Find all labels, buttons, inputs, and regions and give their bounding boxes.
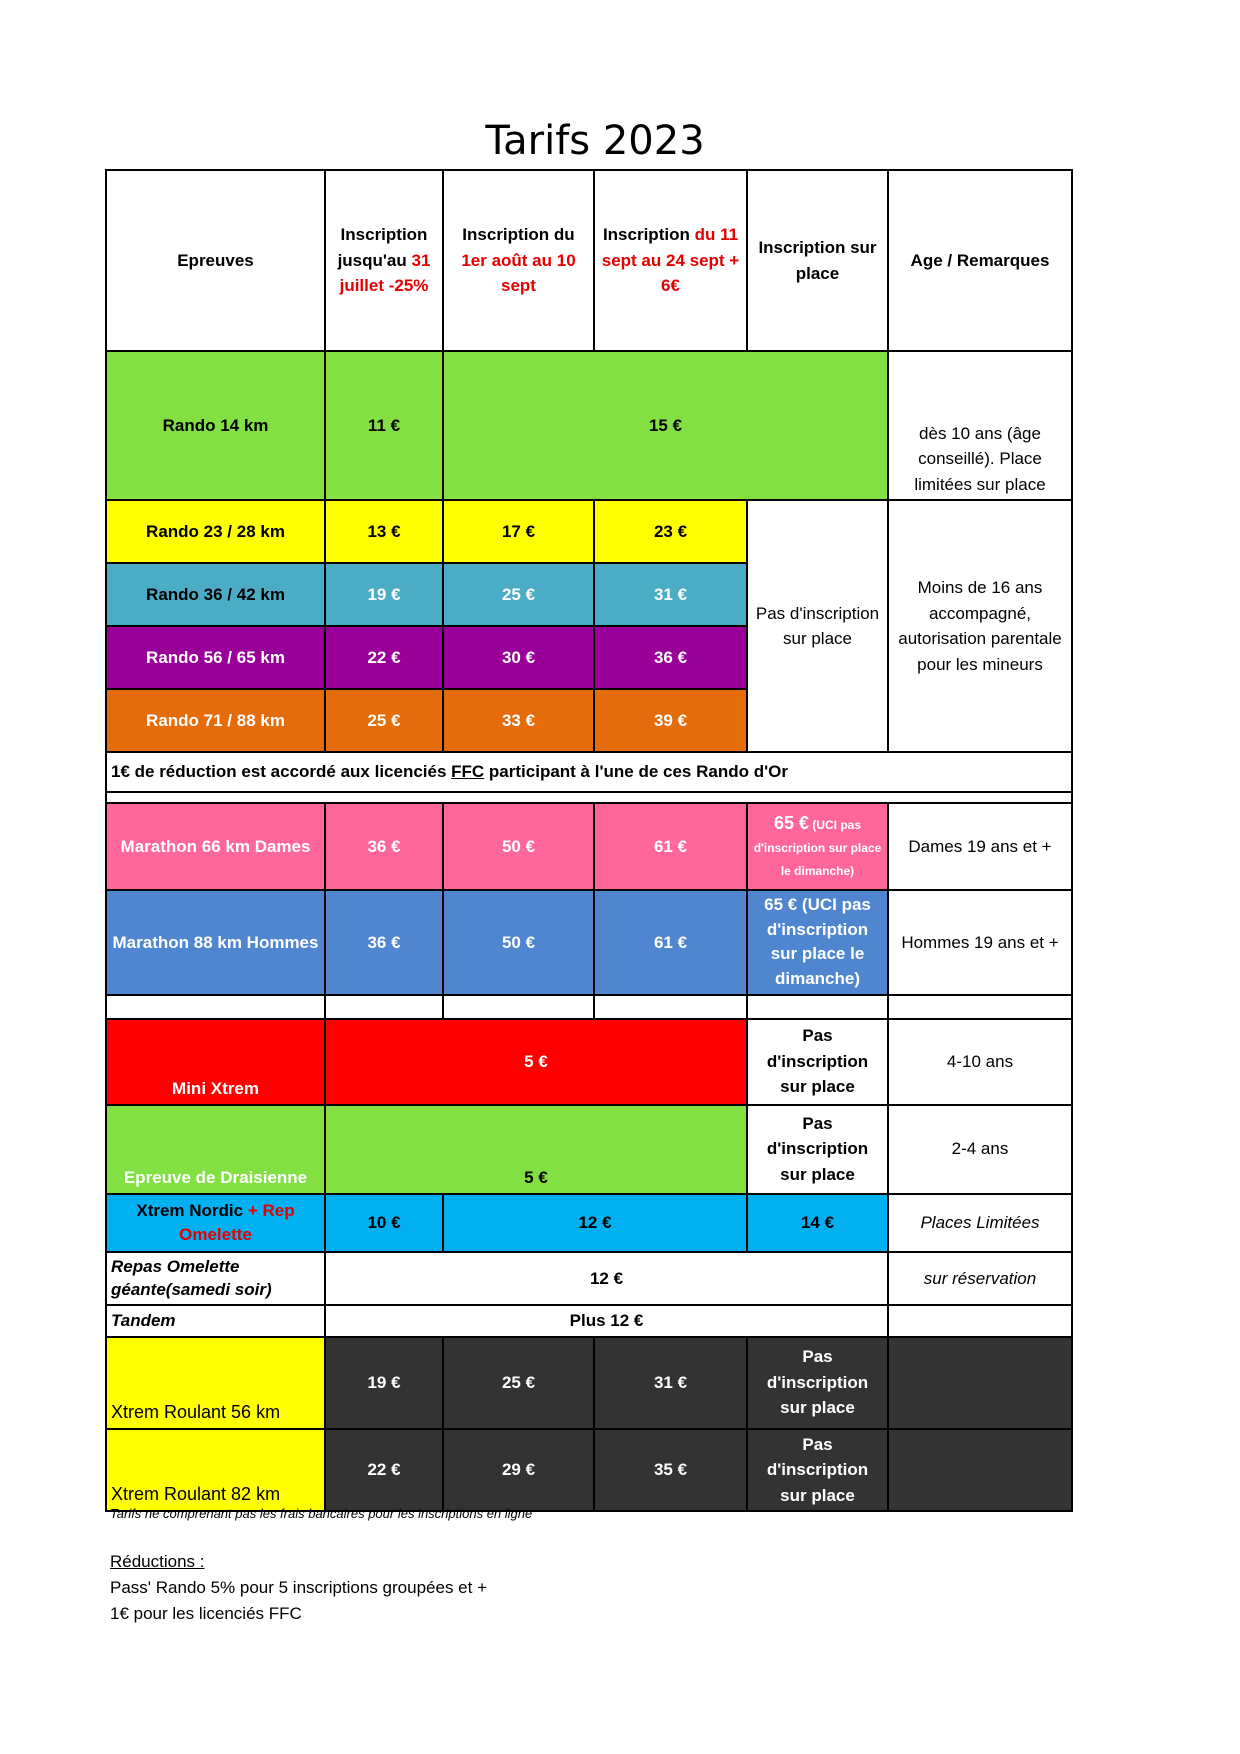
table-row [106,1105,1072,1194]
remark-cell: 2-4 ans [888,1105,1072,1194]
rando-name: Rando 23 / 28 km [106,500,325,563]
table-row [106,1194,1072,1252]
reductions-title: Réductions : [110,1552,205,1571]
price-cell: 50 € [443,890,594,995]
price-cell: 36 € [325,890,443,995]
marathon-name: Marathon 88 km Hommes [106,890,325,995]
remark-cell: Places Limitées [888,1194,1072,1252]
remark-cell: Dames 19 ans et + [888,803,1072,890]
onsite-cell: 65 € (UCI pas d'inscription sur place le dimanche) [747,890,888,995]
header-col1: Inscription jusqu'au 31 juillet -25% [325,170,443,351]
remark-cell [888,1337,1072,1429]
price-cell: 22 € [325,626,443,689]
table-row [106,1429,1072,1512]
onsite-cell: Pas d'inscription sur place [747,1019,888,1105]
ffc-note-row [106,752,1072,792]
remark-cell: 4-10 ans [888,1019,1072,1105]
price-cell: 25 € [325,689,443,752]
remark-cell [888,1305,1072,1337]
price-cell: 13 € [325,500,443,563]
onsite-cell: 14 € [747,1194,888,1252]
remark-cell: sur réservation [888,1252,1072,1306]
spacer-row [106,995,1072,1019]
onsite-cell: Pas d'inscription sur place [747,1337,888,1429]
roulant-name: Xtrem Roulant 56 km [106,1337,325,1429]
rando-name: Rando 14 km [106,351,325,500]
marathon-name: Marathon 66 km Dames [106,803,325,890]
price-cell-merged: 12 € [325,1252,888,1306]
price-cell: 29 € [443,1429,594,1512]
omelette-name: Repas Omelette géante(samedi soir) [106,1252,325,1306]
price-cell: 19 € [325,563,443,626]
table-row [106,1337,1072,1429]
table-row [106,351,1072,500]
reductions-line: Pass' Rando 5% pour 5 inscriptions groupées et + [110,1578,487,1597]
remark-cell: Moins de 16 ans accompagné, autorisation parentale pour les mineurs [888,500,1072,752]
rando-name: Rando 36 / 42 km [106,563,325,626]
draisienne-name: Epreuve de Draisienne [106,1105,325,1194]
roulant-name: Xtrem Roulant 82 km [106,1429,325,1512]
header-col2: Inscription du 1er août au 10 sept [443,170,594,351]
table-row [106,890,1072,995]
table-row [106,1019,1072,1105]
price-cell: 33 € [443,689,594,752]
header-col4: Inscription sur place [747,170,888,351]
price-cell-merged: 12 € [443,1194,747,1252]
rando-name: Rando 56 / 65 km [106,626,325,689]
price-cell: 31 € [594,1337,747,1429]
header-col3: Inscription du 11 sept au 24 sept + 6€ [594,170,747,351]
price-cell: 25 € [443,563,594,626]
rando-name: Rando 71 / 88 km [106,689,325,752]
table-row [106,803,1072,890]
table-row [106,500,1072,563]
tandem-name: Tandem [106,1305,325,1337]
remark-cell: Hommes 19 ans et + [888,890,1072,995]
price-cell-merged: 15 € [443,351,888,500]
price-cell: 36 € [325,803,443,890]
table-row [106,1252,1072,1306]
header-epreuves: Epreuves [106,170,325,351]
page-title: Tarifs 2023 [485,118,705,164]
onsite-cell: 65 € (UCI pas d'inscription sur place le dimanche) [747,803,888,890]
price-cell: 35 € [594,1429,747,1512]
ffc-note: 1€ de réduction est accordé aux licenciés FFC participant à l'une de ces Rando d'Or [106,752,1072,792]
price-cell-merged: Plus 12 € [325,1305,888,1337]
remark-cell [888,1429,1072,1512]
price-cell: 61 € [594,803,747,890]
price-cell-merged: 5 € [325,1019,747,1105]
price-cell: 10 € [325,1194,443,1252]
price-cell: 22 € [325,1429,443,1512]
tarifs-table [105,169,1073,1512]
price-cell: 11 € [325,351,443,500]
remark-cell: dès 10 ans (âge conseillé). Place limitées sur place [888,351,1072,500]
footnote: Tarifs ne comprenant pas les frais bancaires pour les inscriptions en ligne [110,1506,533,1521]
header-col5: Age / Remarques [888,170,1072,351]
price-cell: 39 € [594,689,747,752]
price-cell: 31 € [594,563,747,626]
price-cell: 19 € [325,1337,443,1429]
price-cell: 23 € [594,500,747,563]
onsite-cell: Pas d'inscription sur place [747,1429,888,1512]
onsite-cell: Pas d'inscription sur place [747,1105,888,1194]
mini-xtrem-name: Mini Xtrem [106,1019,325,1105]
header-row [106,170,1072,351]
price-cell-merged: 5 € [325,1105,747,1194]
nordic-name: Xtrem Nordic + Rep Omelette [106,1194,325,1252]
spacer-row [106,792,1072,803]
price-cell: 17 € [443,500,594,563]
table-row [106,1305,1072,1337]
price-cell: 61 € [594,890,747,995]
price-cell: 36 € [594,626,747,689]
onsite-cell: Pas d'inscription sur place [747,500,888,752]
reductions-line: 1€ pour les licenciés FFC [110,1604,302,1623]
price-cell: 50 € [443,803,594,890]
price-cell: 25 € [443,1337,594,1429]
price-cell: 30 € [443,626,594,689]
